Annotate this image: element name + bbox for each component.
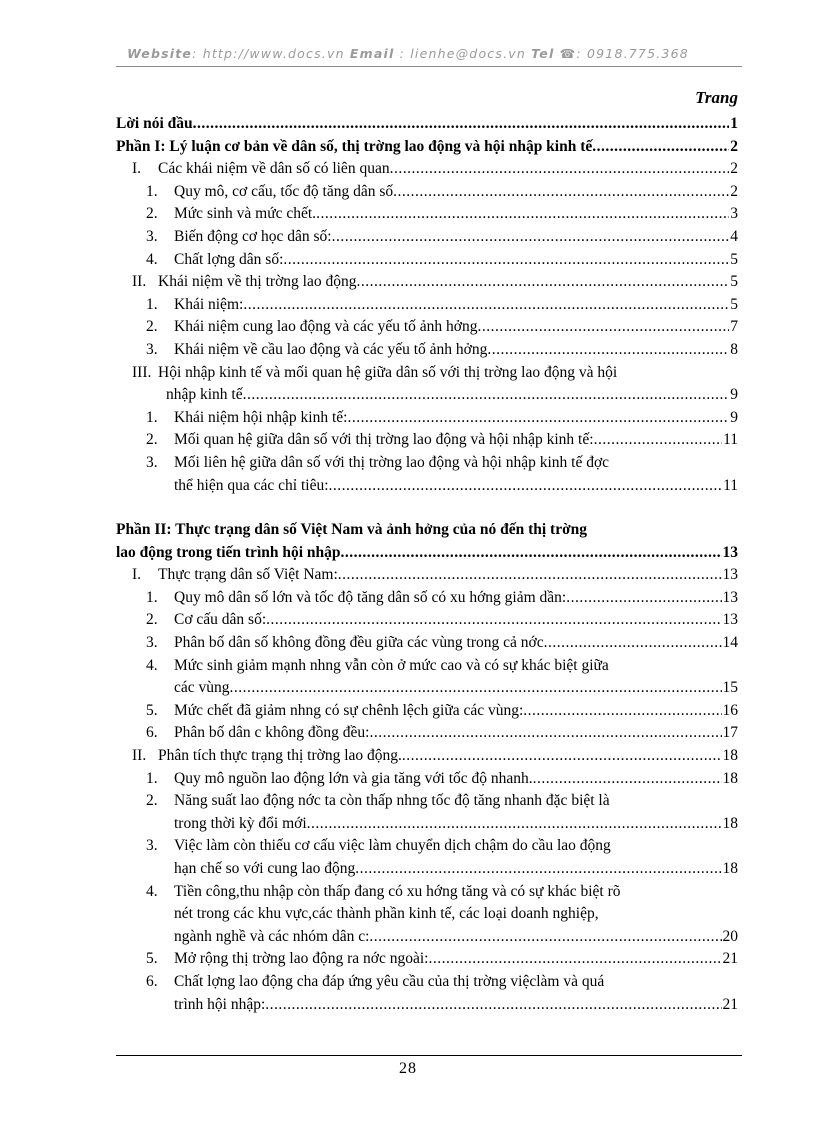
toc-entry-title: Việc làm còn thiếu cơ cấu việc làm chuyển dịch chậm do cầu lao động bbox=[174, 837, 611, 855]
toc-entry-title: Khái niệm về cầu lao động và các yếu tố ảnh hởng bbox=[174, 340, 488, 358]
toc-entry-p1-II-2 bbox=[116, 316, 738, 339]
toc-entry-number: 2. bbox=[146, 611, 158, 629]
toc-entry-title: Chất lợng lao động cha đáp ứng yêu cầu của thị trờng việclàm và quá bbox=[174, 972, 605, 990]
toc-entry-page: 11 bbox=[723, 476, 738, 494]
toc-entry-number: 4. bbox=[146, 882, 158, 900]
trang-label: Trang bbox=[695, 88, 738, 107]
toc-entry-title: Mở rộng thị trờng lao động ra nớc ngoài: bbox=[174, 950, 429, 968]
toc-entry-title: Lời nói đầu bbox=[116, 115, 193, 132]
toc-entry-number: 6. bbox=[146, 724, 158, 742]
dot-leader bbox=[243, 384, 730, 407]
toc-entry-p1-I-4 bbox=[116, 249, 738, 272]
toc-entry-number: 3. bbox=[146, 837, 158, 855]
toc-entry-p2-I-1 bbox=[116, 587, 738, 610]
toc-entry-number: 2. bbox=[146, 318, 158, 336]
tel-value: ☎: 0918.775.368 bbox=[559, 46, 689, 61]
toc-entry-number: 5. bbox=[146, 701, 158, 719]
toc-entry-p2-II-3-line2 bbox=[116, 858, 738, 881]
toc-entry-page: 11 bbox=[723, 431, 738, 449]
toc-entry-page: 18 bbox=[722, 860, 738, 877]
toc-entry-title: Khái niệm: bbox=[174, 295, 244, 313]
toc-entry-title: Quy mô dân số lớn và tốc độ tăng dân số có xu hớng giảm dần: bbox=[174, 588, 567, 606]
toc-entry-title: Mối quan hệ giữa dân số với thị trờng lao động và hội nhập kinh tế: bbox=[174, 431, 594, 449]
toc-entry-page: 20 bbox=[722, 927, 738, 945]
toc-entry-number: 3. bbox=[146, 453, 158, 471]
toc-entry-number: 4. bbox=[146, 656, 158, 674]
dot-leader bbox=[356, 271, 729, 294]
toc-entry-phan-2-line1 bbox=[116, 519, 738, 542]
toc-entry-p1-I-2 bbox=[116, 203, 738, 226]
toc-entry-number: 1. bbox=[146, 182, 158, 200]
toc-entry-title: Hội nhập kinh tế và mối quan hệ giữa dân số với thị trờng lao động và hội bbox=[158, 363, 618, 381]
toc-entry-title: Phân bố dân c không đồng đều: bbox=[174, 724, 370, 742]
toc-entry-title: Phân tích thực trạng thị trờng lao động. bbox=[158, 747, 402, 765]
toc-entry-p2-II-5 bbox=[116, 948, 738, 971]
toc-entry-p2-II-4-line1 bbox=[116, 881, 738, 904]
toc-entry-page: 5 bbox=[730, 250, 738, 268]
toc-entry-p1-III-line1 bbox=[116, 362, 738, 385]
toc-entry-page: 13 bbox=[722, 588, 738, 606]
toc-entry-title: ngành nghề và các nhóm dân c: bbox=[174, 927, 370, 945]
dot-leader bbox=[329, 475, 723, 498]
toc-entry-p1-II-1 bbox=[116, 294, 738, 317]
dot-leader bbox=[265, 994, 721, 1017]
toc-entry-title: hạn chế so với cung lao động bbox=[174, 860, 356, 877]
toc-entry-page: 3 bbox=[730, 205, 738, 223]
toc-entry-p1-III-line2 bbox=[116, 384, 738, 407]
dot-leader bbox=[243, 294, 729, 317]
page-header bbox=[0, 46, 816, 61]
toc-entry-title: nét trong các khu vực,các thành phần kinh tế, các loại doanh nghiệp, bbox=[174, 905, 599, 923]
toc-entry-title: Khái niệm về thị trờng lao động bbox=[158, 273, 357, 291]
toc-entry-page: 5 bbox=[730, 295, 738, 313]
toc-entry-number: II. bbox=[132, 747, 147, 765]
toc-entry-number: 1. bbox=[146, 588, 158, 606]
toc-entry-page: 4 bbox=[730, 227, 738, 245]
toc-entry-phan-2-line2 bbox=[116, 542, 738, 565]
dot-leader bbox=[230, 677, 722, 700]
toc-entry-title: Quy mô, cơ cấu, tốc độ tăng dân số bbox=[174, 182, 394, 200]
toc-entry-p2-I bbox=[116, 564, 738, 587]
toc-entry-number: 4. bbox=[146, 250, 158, 268]
toc-entry-page: 18 bbox=[722, 747, 738, 765]
toc-entry-title: Năng suất lao động nớc ta còn thấp nhng tốc độ tăng nhanh đặc biệt là bbox=[174, 792, 610, 810]
website-value: : http://www.docs.vn bbox=[192, 46, 345, 61]
toc-entry-p2-II-6-line1 bbox=[116, 971, 738, 994]
toc-entry-title: Phần I: Lý luận cơ bản về dân số, thị trờng lao động và hội nhập kinh tế bbox=[116, 137, 593, 155]
toc-entry-p1-III-2 bbox=[116, 429, 738, 452]
toc-entry-p2-II-2-line1 bbox=[116, 790, 738, 813]
table-of-contents bbox=[116, 113, 738, 1016]
toc-entry-title: Chất lợng dân số: bbox=[174, 250, 284, 268]
dot-leader bbox=[369, 926, 721, 949]
toc-entry-title: Biến động cơ học dân số: bbox=[174, 227, 332, 245]
toc-entry-page: 5 bbox=[730, 273, 738, 291]
toc-entry-page: 7 bbox=[730, 318, 738, 336]
toc-entry-title: Mức chết đã giảm nhng có sự chênh lệch giữa các vùng: bbox=[174, 701, 524, 719]
toc-entry-title: Quy mô nguồn lao động lớn và gia tăng với tốc độ nhanh. bbox=[174, 769, 533, 787]
dot-leader bbox=[428, 948, 721, 971]
toc-entry-title: nhập kinh tế bbox=[166, 386, 243, 404]
dot-leader bbox=[332, 226, 730, 249]
toc-entry-p2-II-4-line3 bbox=[116, 926, 738, 949]
dot-leader bbox=[369, 722, 721, 745]
toc-entry-number: 1. bbox=[146, 769, 158, 787]
toc-entry-title: các vùng bbox=[174, 679, 230, 697]
toc-entry-p2-I-2 bbox=[116, 609, 738, 632]
toc-entry-p2-II-4-line2 bbox=[116, 903, 738, 926]
toc-entry-page: 2 bbox=[730, 160, 738, 178]
toc-entry-p1-I bbox=[116, 158, 738, 181]
toc-entry-p1-III-1 bbox=[116, 407, 738, 430]
toc-entry-page: 17 bbox=[722, 724, 738, 742]
dot-leader bbox=[544, 632, 722, 655]
toc-entry-phan-1 bbox=[116, 136, 738, 159]
toc-entry-p1-I-1 bbox=[116, 181, 738, 204]
dot-leader bbox=[566, 587, 721, 610]
toc-entry-page: 8 bbox=[730, 340, 738, 358]
toc-entry-page: 18 bbox=[722, 769, 738, 787]
dot-leader bbox=[341, 542, 722, 565]
section-gap bbox=[116, 497, 738, 519]
toc-entry-title: Phân bố dân số không đồng đều giữa các vùng trong cả nớc bbox=[174, 634, 544, 652]
toc-entry-title: Mối liên hệ giữa dân số với thị trờng lao động và hội nhập kinh tế đợc bbox=[174, 453, 610, 471]
toc-entry-number: 6. bbox=[146, 972, 158, 990]
tel-label: Tel bbox=[531, 46, 555, 61]
dot-leader bbox=[266, 609, 721, 632]
toc-entry-number: 2. bbox=[146, 205, 158, 223]
toc-entry-title: Phần II: Thực trạng dân số Việt Nam và ảnh hởng của nó đến thị trờng bbox=[116, 521, 588, 539]
toc-entry-p2-II-2-line2 bbox=[116, 813, 738, 836]
toc-entry-title: thể hiện qua các chỉ tiêu: bbox=[174, 476, 329, 494]
dot-leader bbox=[523, 700, 721, 723]
toc-entry-title: Cơ cấu dân số: bbox=[174, 611, 267, 629]
dot-leader bbox=[533, 768, 722, 791]
toc-entry-p2-I-3 bbox=[116, 632, 738, 655]
dot-leader bbox=[307, 813, 722, 836]
dot-leader bbox=[316, 203, 729, 226]
toc-entry-page: 9 bbox=[730, 386, 738, 404]
toc-entry-title: trình hội nhập: bbox=[174, 995, 266, 1013]
toc-entry-p1-II bbox=[116, 271, 738, 294]
toc-entry-page: 13 bbox=[722, 566, 738, 584]
toc-entry-title: Mức sinh và mức chết. bbox=[174, 205, 317, 223]
toc-entry-p1-III-3-line1 bbox=[116, 452, 738, 475]
toc-entry-title: Khái niệm cung lao động và các yếu tố ảnh hởng bbox=[174, 318, 478, 336]
toc-entry-title: lao động trong tiến trình hội nhập bbox=[116, 543, 341, 561]
toc-entry-p2-II-6-line2 bbox=[116, 994, 738, 1017]
dot-leader bbox=[355, 858, 721, 881]
dot-leader bbox=[347, 407, 729, 430]
dot-leader bbox=[402, 745, 722, 768]
toc-entry-page: 2 bbox=[730, 182, 738, 200]
email-label: Email bbox=[349, 46, 395, 61]
toc-entry-number: 2. bbox=[146, 431, 158, 449]
toc-entry-number: 2. bbox=[146, 792, 158, 810]
email-value: : lienhe@docs.vn bbox=[399, 46, 526, 61]
toc-entry-loi-noi-dau bbox=[116, 113, 738, 136]
dot-leader bbox=[283, 249, 729, 272]
website-label: Website bbox=[127, 46, 193, 61]
toc-entry-title: trong thời kỳ đổi mới bbox=[174, 814, 307, 832]
dot-leader bbox=[487, 339, 729, 362]
dot-leader bbox=[592, 136, 729, 159]
toc-entry-title: Mức sinh giảm mạnh nhng vẫn còn ở mức cao và có sự khác biệt giữa bbox=[174, 656, 609, 674]
dot-leader bbox=[393, 181, 729, 204]
toc-entry-page: 13 bbox=[722, 543, 738, 561]
toc-entry-p1-I-3 bbox=[116, 226, 738, 249]
toc-entry-p2-I-4-line1 bbox=[116, 655, 738, 678]
toc-entry-number: 5. bbox=[146, 950, 158, 968]
dot-leader bbox=[390, 158, 730, 181]
toc-entry-page: 2 bbox=[730, 137, 738, 155]
toc-entry-number: III. bbox=[132, 363, 152, 381]
toc-entry-number: 3. bbox=[146, 227, 158, 245]
toc-entry-number: II. bbox=[132, 273, 147, 291]
toc-entry-p2-II-1 bbox=[116, 768, 738, 791]
toc-entry-number: 1. bbox=[146, 295, 158, 313]
footer-rule bbox=[116, 1055, 742, 1056]
toc-entry-title: Tiền công,thu nhập còn thấp đang có xu hớng tăng và có sự khác biệt rõ bbox=[174, 882, 621, 900]
toc-entry-number: I. bbox=[132, 566, 142, 584]
toc-entry-page: 16 bbox=[722, 701, 738, 719]
toc-entry-title: Khái niệm hội nhập kinh tế: bbox=[174, 408, 348, 426]
toc-entry-p2-II bbox=[116, 745, 738, 768]
toc-entry-page: 1 bbox=[730, 115, 738, 132]
page-number: 28 bbox=[399, 1060, 417, 1077]
dot-leader bbox=[594, 429, 723, 452]
toc-entry-page: 14 bbox=[722, 634, 738, 652]
dot-leader bbox=[193, 113, 730, 136]
toc-entry-p2-II-3-line1 bbox=[116, 835, 738, 858]
header-rule bbox=[116, 66, 742, 67]
toc-entry-number: 1. bbox=[146, 408, 158, 426]
toc-entry-number: I. bbox=[132, 160, 142, 178]
dot-leader bbox=[338, 564, 722, 587]
toc-entry-page: 21 bbox=[722, 995, 738, 1013]
toc-entry-number: 3. bbox=[146, 340, 158, 358]
dot-leader bbox=[477, 316, 729, 339]
toc-entry-title: Các khái niệm về dân số có liên quan bbox=[158, 160, 390, 178]
toc-entry-page: 15 bbox=[722, 679, 738, 697]
toc-entry-p1-III-3-line2 bbox=[116, 475, 738, 498]
toc-entry-page: 21 bbox=[722, 950, 738, 968]
toc-entry-page: 18 bbox=[722, 814, 738, 832]
toc-entry-page: 9 bbox=[730, 408, 738, 426]
toc-entry-p2-I-5 bbox=[116, 700, 738, 723]
toc-entry-p2-I-6 bbox=[116, 722, 738, 745]
toc-entry-number: 3. bbox=[146, 634, 158, 652]
toc-entry-page: 13 bbox=[722, 611, 738, 629]
toc-entry-p2-I-4-line2 bbox=[116, 677, 738, 700]
toc-entry-title: Thực trạng dân số Việt Nam: bbox=[158, 566, 338, 584]
toc-entry-p1-II-3 bbox=[116, 339, 738, 362]
